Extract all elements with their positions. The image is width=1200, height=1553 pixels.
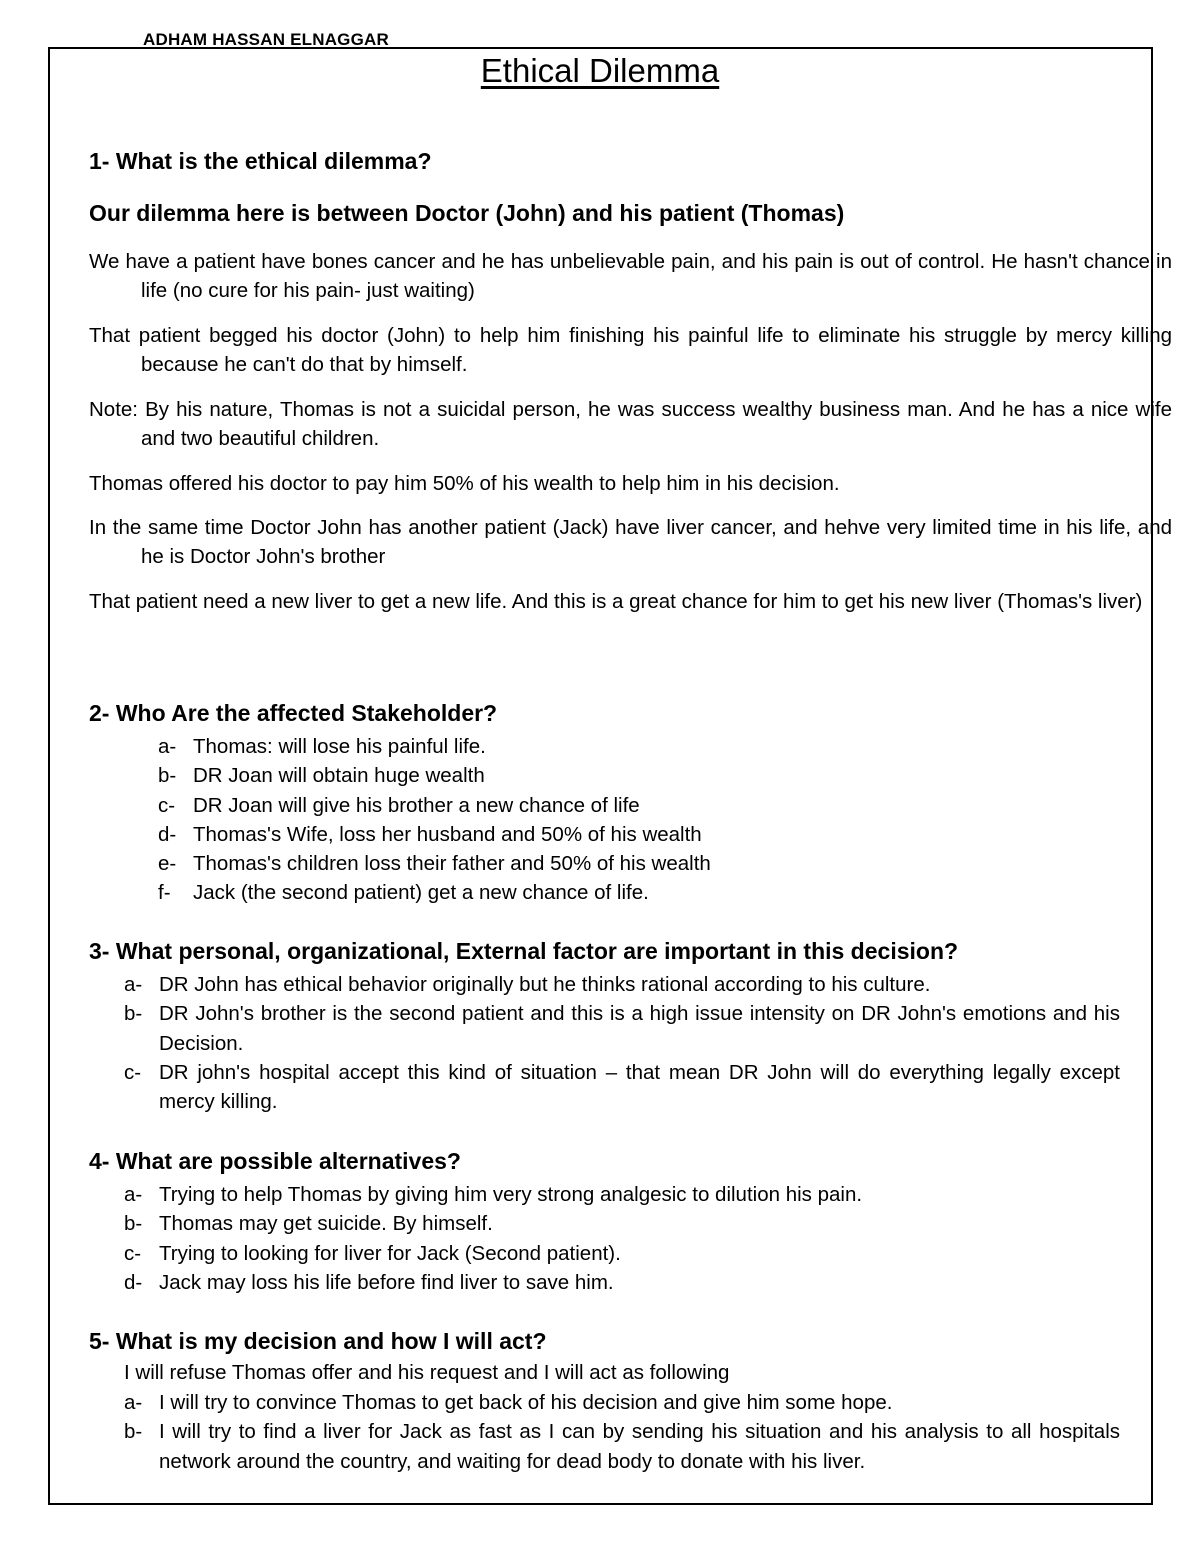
list-text: Trying to looking for liver for Jack (Second patient). — [159, 1241, 621, 1265]
paragraph: In the same time Doctor John has another patient (Jack) have liver cancer, and hehve very limited time in his life, and he is Doctor John's brother — [89, 516, 1172, 568]
list-item — [124, 1417, 1120, 1476]
list-marker: a- — [158, 735, 177, 758]
list-text: Jack may loss his life before find liver to save him. — [159, 1270, 614, 1294]
list-text: Thomas may get suicide. By himself. — [159, 1212, 493, 1236]
list-text: Thomas: will lose his painful life. — [193, 735, 486, 758]
list-text: DR John has ethical behavior originally but he thinks rational according to his culture. — [159, 973, 931, 996]
paragraph: We have a patient have bones cancer and he has unbelievable pain, and his pain is out of control. He hasn't chance in life (no cure for his pain- just waiting) — [89, 250, 1172, 302]
factor-list — [124, 970, 1120, 1116]
list-marker: a- — [124, 1183, 143, 1206]
list-marker: d- — [158, 822, 177, 846]
list-item — [124, 1180, 1120, 1209]
list-marker: d- — [124, 1270, 143, 1294]
section-5-heading: 5- What is my decision and how I will act? — [89, 1328, 547, 1354]
list-marker: a- — [124, 1391, 143, 1414]
list-marker: b- — [124, 1212, 143, 1236]
list-item — [124, 1388, 1120, 1417]
list-marker: e- — [158, 852, 177, 876]
list-text: I will try to convince Thomas to get back of his decision and give him some hope. — [159, 1391, 893, 1414]
section-2-heading: 2- Who Are the affected Stakeholder? — [89, 700, 498, 726]
list-marker: c- — [158, 793, 176, 817]
list-text: Jack (the second patient) get a new chance of life. — [193, 881, 649, 905]
list-text: Trying to help Thomas by giving him very strong analgesic to dilution his pain. — [159, 1183, 863, 1206]
section-4-heading: 4- What are possible alternatives? — [89, 1148, 461, 1174]
list-item — [158, 791, 1058, 820]
section-1-subheading: Our dilemma here is between Doctor (John) and his patient (Thomas) — [89, 200, 845, 226]
list-item — [158, 878, 1058, 907]
list-marker: f- — [158, 881, 171, 905]
list-marker: b- — [158, 764, 177, 788]
page-title: Ethical Dilemma — [480, 52, 720, 89]
paragraph: That patient begged his doctor (John) to help him finishing his painful life to eliminate his struggle by mercy killing because he can't do that by himself. — [89, 324, 1172, 376]
list-item — [124, 1058, 1120, 1117]
paragraph: That patient need a new liver to get a new life. And this is a great chance for him to get his new liver (Thomas's liver) — [89, 590, 1143, 613]
decision-intro: I will refuse Thomas offer and his request and I will act as following — [124, 1361, 730, 1384]
alternatives-list — [124, 1180, 1120, 1297]
section-3-heading: 3- What personal, organizational, External factor are important in this decision? — [89, 938, 959, 964]
list-item — [158, 820, 1058, 849]
list-text: DR John's brother is the second patient and this is a high issue intensity on DR John's emotions and his Decision. — [159, 1002, 1120, 1055]
list-marker: c- — [124, 1060, 142, 1084]
decision-list — [124, 1388, 1120, 1476]
section-1-heading: 1- What is the ethical dilemma? — [89, 148, 432, 174]
list-marker: b- — [124, 1002, 143, 1026]
list-marker: c- — [124, 1241, 142, 1265]
stakeholder-list — [158, 732, 1058, 908]
list-marker: a- — [124, 973, 143, 996]
list-marker: b- — [124, 1420, 143, 1444]
author-name: ADHAM HASSAN ELNAGGAR — [143, 30, 389, 49]
list-item — [124, 970, 1120, 999]
list-item — [158, 732, 1058, 761]
list-text: DR Joan will obtain huge wealth — [193, 764, 485, 788]
list-item — [158, 849, 1058, 878]
paragraph: Note: By his nature, Thomas is not a suicidal person, he was success wealthy business man. And he has a nice wife and two beautiful children. — [89, 398, 1172, 450]
paragraph: Thomas offered his doctor to pay him 50% of his wealth to help him in his decision. — [89, 472, 840, 495]
list-item — [124, 999, 1120, 1058]
list-item — [124, 1239, 1120, 1268]
list-text: DR Joan will give his brother a new chance of life — [193, 793, 640, 817]
list-item — [124, 1268, 1120, 1297]
list-item — [158, 761, 1058, 790]
list-text: Thomas's children loss their father and 50% of his wealth — [193, 852, 711, 876]
list-text: DR john's hospital accept this kind of situation – that mean DR John will do everything legally except mercy killing. — [159, 1060, 1120, 1114]
list-item — [124, 1209, 1120, 1238]
list-text: Thomas's Wife, loss her husband and 50% of his wealth — [193, 822, 702, 846]
list-text: I will try to find a liver for Jack as fast as I can by sending his situation and his analysis to all hospitals network around the country, and waiting for dead body to donate with his liver. — [159, 1420, 1120, 1473]
